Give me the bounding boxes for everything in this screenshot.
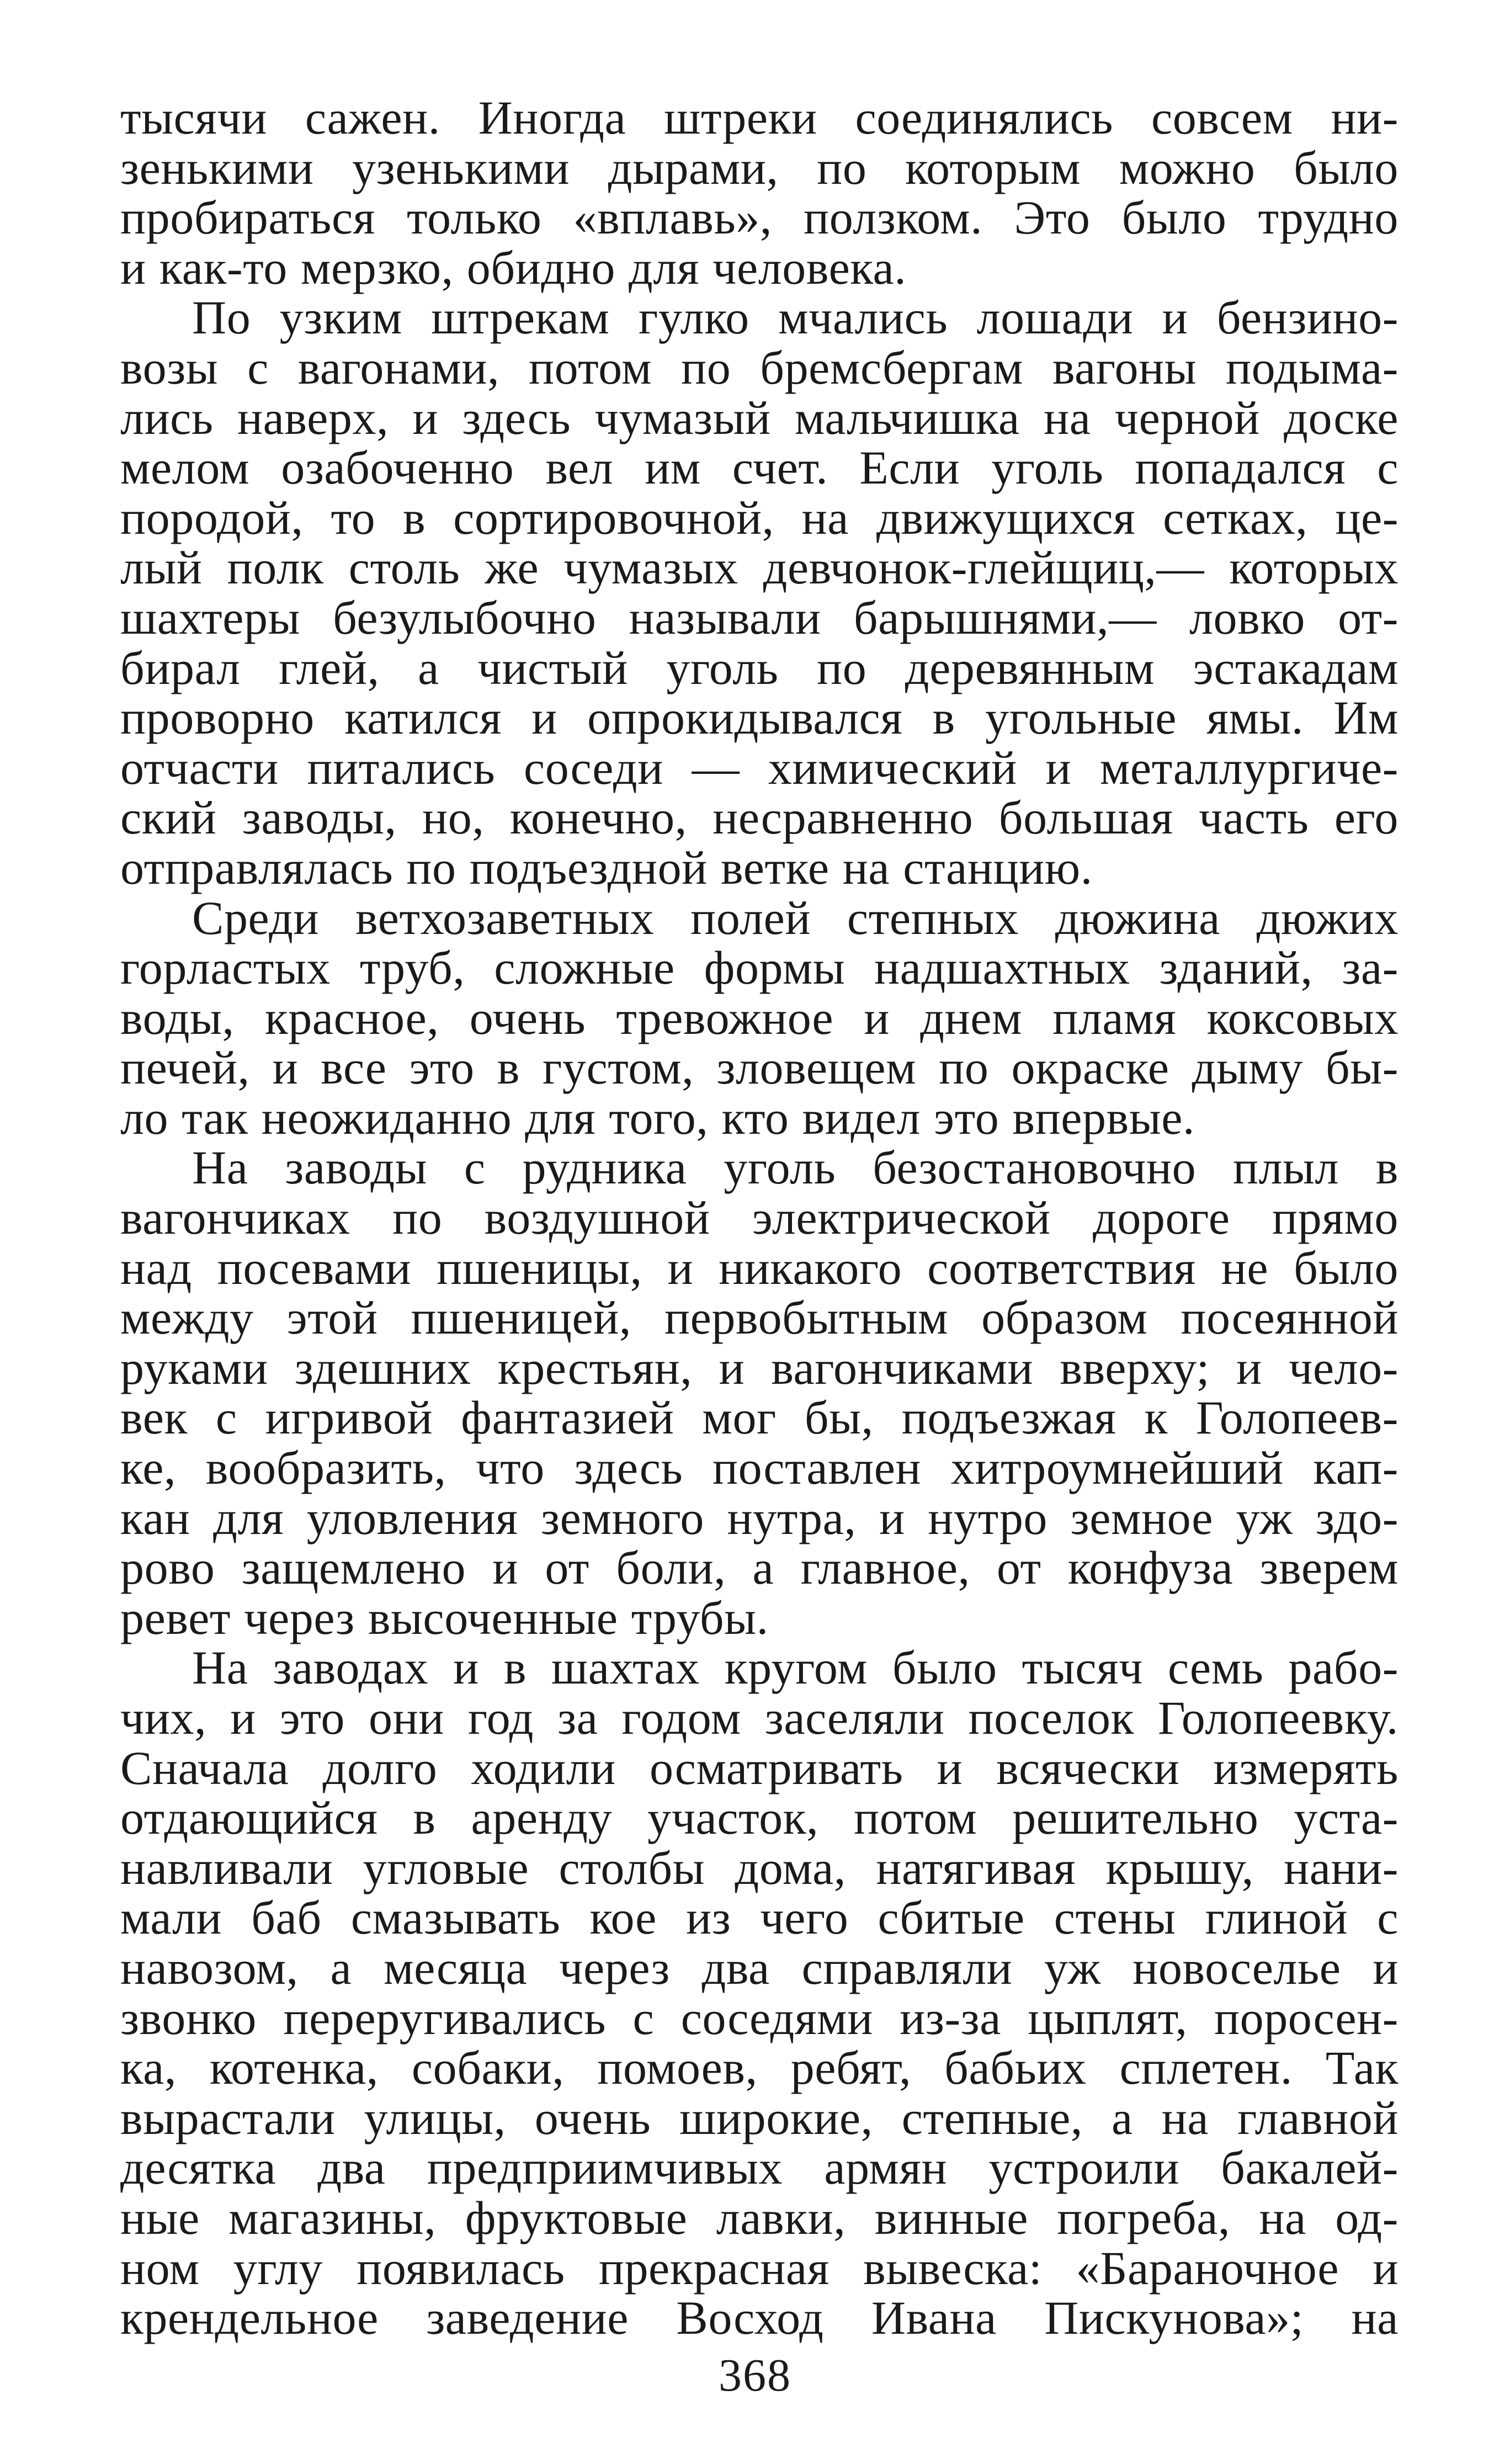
text-line: По узким штрекам гулко мчались лошади и бензино- [192,291,1399,344]
text-line: На заводы с рудника уголь безостановочно плыл в [192,1141,1399,1194]
text-line: ло так неожиданно для того, кто видел это впервые. [120,1091,1195,1144]
text-line: над посевами пшеницы, и никакого соответствия не было [120,1241,1399,1294]
text-line: отдающийся в аренду участок, потом решительно уста- [120,1791,1399,1845]
text-line: печей, и все это в густом, зловещем по окраске дыму бы- [120,1041,1399,1095]
text-line: зенькими узенькими дырами, по которым можно было [120,141,1399,194]
text-line: ский заводы, но, конечно, несравненно большая часть его [120,791,1399,845]
text-line: между этой пшеницей, первобытным образом посеянной [120,1291,1399,1345]
text-line: лись наверх, и здесь чумазый мальчишка на черной доске [120,391,1399,444]
text-line: ные магазины, фруктовые лавки, винные погреба, на од- [120,2191,1399,2244]
body-text [120,93,1399,2343]
text-line: и как-то мерзко, обидно для человека. [120,241,907,294]
text-line: тысячи сажен. Иногда штреки соединялись совсем ни- [120,91,1399,144]
text-line: навливали угловые столбы дома, натягивая крышу, нани- [120,1841,1399,1894]
text-line: проворно катился и опрокидывался в угольные ямы. Им [120,691,1399,745]
text-line: вагончиках по воздушной электрической дороге прямо [120,1191,1399,1245]
text-line: вырастали улицы, очень широкие, степные, а на главной [120,2091,1399,2144]
text-line: Среди ветхозаветных полей степных дюжина дюжих [192,891,1399,944]
text-line: ка, котенка, собаки, помоев, ребят, бабьих сплетен. Так [120,2041,1399,2095]
text-line: горластых труб, сложные формы надшахтных зданий, за- [120,941,1399,995]
text-line: ке, вообразить, что здесь поставлен хитроумнейший кап- [120,1441,1399,1495]
text-line: бирал глей, а чистый уголь по деревянным эстакадам [120,641,1399,694]
text-line: руками здешних крестьян, и вагончиками вверху; и чело- [120,1341,1399,1394]
text-line: навозом, а месяца через два справляли уж новоселье и [120,1941,1399,1994]
text-line: возы с вагонами, потом по бремсбергам вагоны подыма- [120,341,1399,394]
text-line: рово защемлено и от боли, а главное, от конфуза зверем [120,1541,1399,1595]
text-line: мали баб смазывать кое из чего сбитые стены глиной с [120,1891,1399,1945]
text-line: кан для уловления земного нутра, и нутро земное уж здо- [120,1491,1399,1544]
text-line: чих, и это они год за годом заселяли поселок Голопеевку. [120,1691,1399,1744]
text-line: десятка два предприимчивых армян устроили бакалей- [120,2141,1399,2195]
text-line: ном углу появилась прекрасная вывеска: «Бараночное и [120,2241,1399,2295]
text-line: шахтеры безулыбочно называли барышнями,— ловко от- [120,591,1399,644]
text-line: отчасти питались соседи — химический и металлургиче- [120,741,1399,794]
text-line: воды, красное, очень тревожное и днем пламя коксовых [120,991,1399,1044]
text-line: лый полк столь же чумазых девчонок-глейщиц,— которых [120,541,1399,594]
text-line: отправлялась по подъездной ветке на станцию. [120,841,1093,894]
text-line: породой, то в сортировочной, на движущихся сетках, це- [120,491,1399,544]
text-line: ревет через высоченные трубы. [120,1591,769,1644]
text-line: Сначала долго ходили осматривать и всячески измерять [120,1741,1399,1794]
text-line: век с игривой фантазией мог бы, подъезжая к Голопеев- [120,1391,1399,1445]
text-line: На заводах и в шахтах кругом было тысяч семь рабо- [192,1641,1399,1695]
text-line: крендельное заведение Восход Ивана Пискунова»; на [120,2291,1399,2345]
text-line: пробираться только «вплавь», ползком. Это было трудно [120,191,1399,245]
page-number: 368 [719,2350,791,2401]
text-line: звонко переругивались с соседями из-за цыплят, поросен- [120,1991,1399,2045]
text-line: мелом озабоченно вел им счет. Если уголь попадался с [120,441,1399,495]
